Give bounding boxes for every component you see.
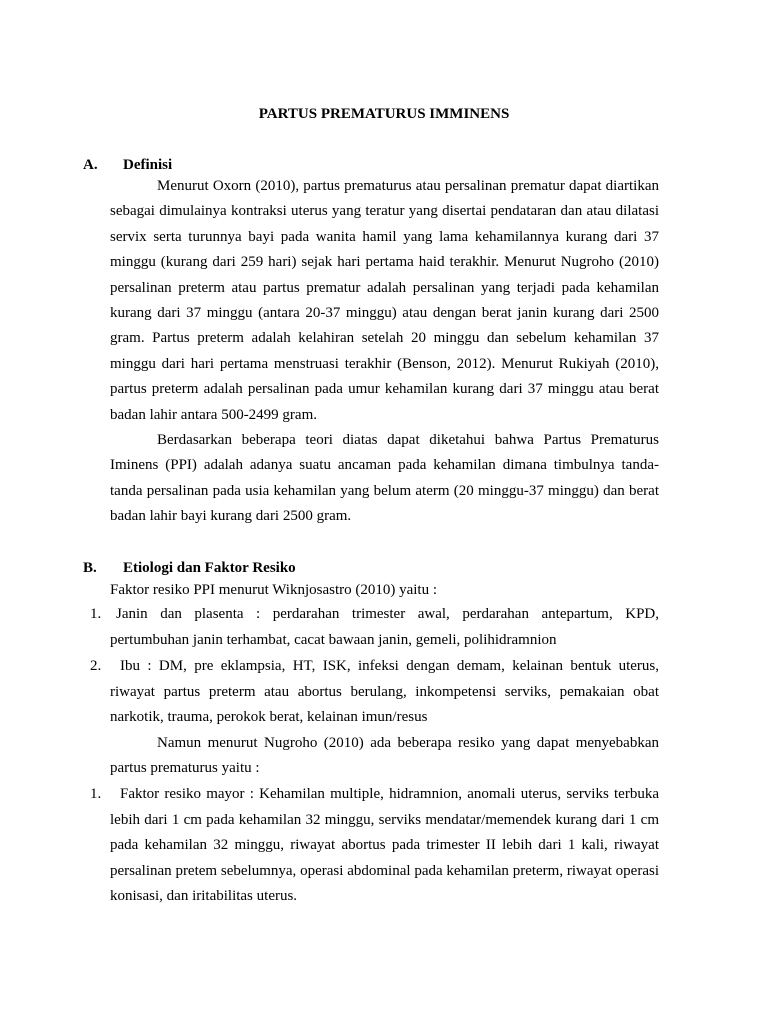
list-item-text: Faktor resiko mayor : Kehamilan multiple, hidramnion, anomali uterus, serviks terbuka lebih dari 1 cm pada kehamilan 32 minggu, serviks mendatar/memendek kurang dari 1 cm pada kehamilan 32 minggu, riwayat abortus pada trimester II lebih dari 1 kali, riwayat persalinan pretem sebelumnya, operasi abdominal pada kehamilan preterm, riwayat operasi konisasi, dan iritabilitas uterus. <box>110 786 659 905</box>
section-b-title: Etiologi dan Faktor Resiko <box>123 560 296 576</box>
document-title: PARTUS PREMATURUS IMMINENS <box>258 106 510 122</box>
list-item <box>90 654 659 731</box>
section-a-title: Definisi <box>123 157 173 173</box>
list-item-number: 1. <box>90 606 102 622</box>
definition-paragraph-2: Berdasarkan beberapa teori diatas dapat diketahui bahwa Partus Prematurus Iminens (PPI) adalah adanya suatu ancaman pada kehamilan dimana timbulnya tanda-tanda persalinan pada usia kehamilan yang belum aterm (20 minggu-37 minggu) dan berat badan lahir bayi kurang dari 2500 gram. <box>110 432 659 525</box>
section-a-number: A. <box>83 157 98 173</box>
list-item-text: Ibu : DM, pre eklampsia, HT, ISK, infeksi dengan demam, kelainan bentuk uterus, riwayat partus preterm atau abortus berulang, inkompetensi serviks, pemakaian obat narkotik, trauma, perokok berat, kelainan imun/resus <box>110 658 659 726</box>
list-item <box>90 602 659 653</box>
list-item-number: 1. <box>90 786 102 802</box>
list-item-text: Janin dan plasenta : perdarahan trimester awal, perdarahan antepartum, KPD, pertumbuhan janin terhambat, cacat bawaan janin, gemeli, polihidramnion <box>110 606 659 648</box>
section-b-number: B. <box>83 560 97 576</box>
nugroho-paragraph: Namun menurut Nugroho (2010) ada beberapa resiko yang dapat menyebabkan partus prematurus yaitu : <box>110 735 659 777</box>
list-item <box>90 782 659 910</box>
definition-paragraph-1: Menurut Oxorn (2010), partus prematurus atau persalinan prematur dapat diartikan sebagai dimulainya kontraksi uterus yang teratur yang disertai pendataran dan atau dilatasi servix serta turunnya bayi pada wanita hamil yang lama kehamilannya kurang dari 37 minggu (kurang dari 259 hari) sejak hari pertama haid terakhir. Menurut Nugroho (2010) persalinan preterm atau partus prematur adalah persalinan yang terjadi pada kehamilan kurang dari 37 minggu (antara 20-37 minggu) atau dengan berat janin kurang dari 2500 gram. Partus preterm adalah kelahiran setelah 20 minggu dan sebelum kehamilan 37 minggu dari hari pertama menstruasi terakhir (Benson, 2012). Menurut Rukiyah (2010), partus preterm adalah persalinan pada umur kehamilan kurang dari 37 minggu atau berat badan lahir antara 500-2499 gram. <box>110 178 659 423</box>
list-item-number: 2. <box>90 658 102 674</box>
risk-factor-intro: Faktor resiko PPI menurut Wiknjosastro (2010) yaitu : <box>110 582 438 598</box>
